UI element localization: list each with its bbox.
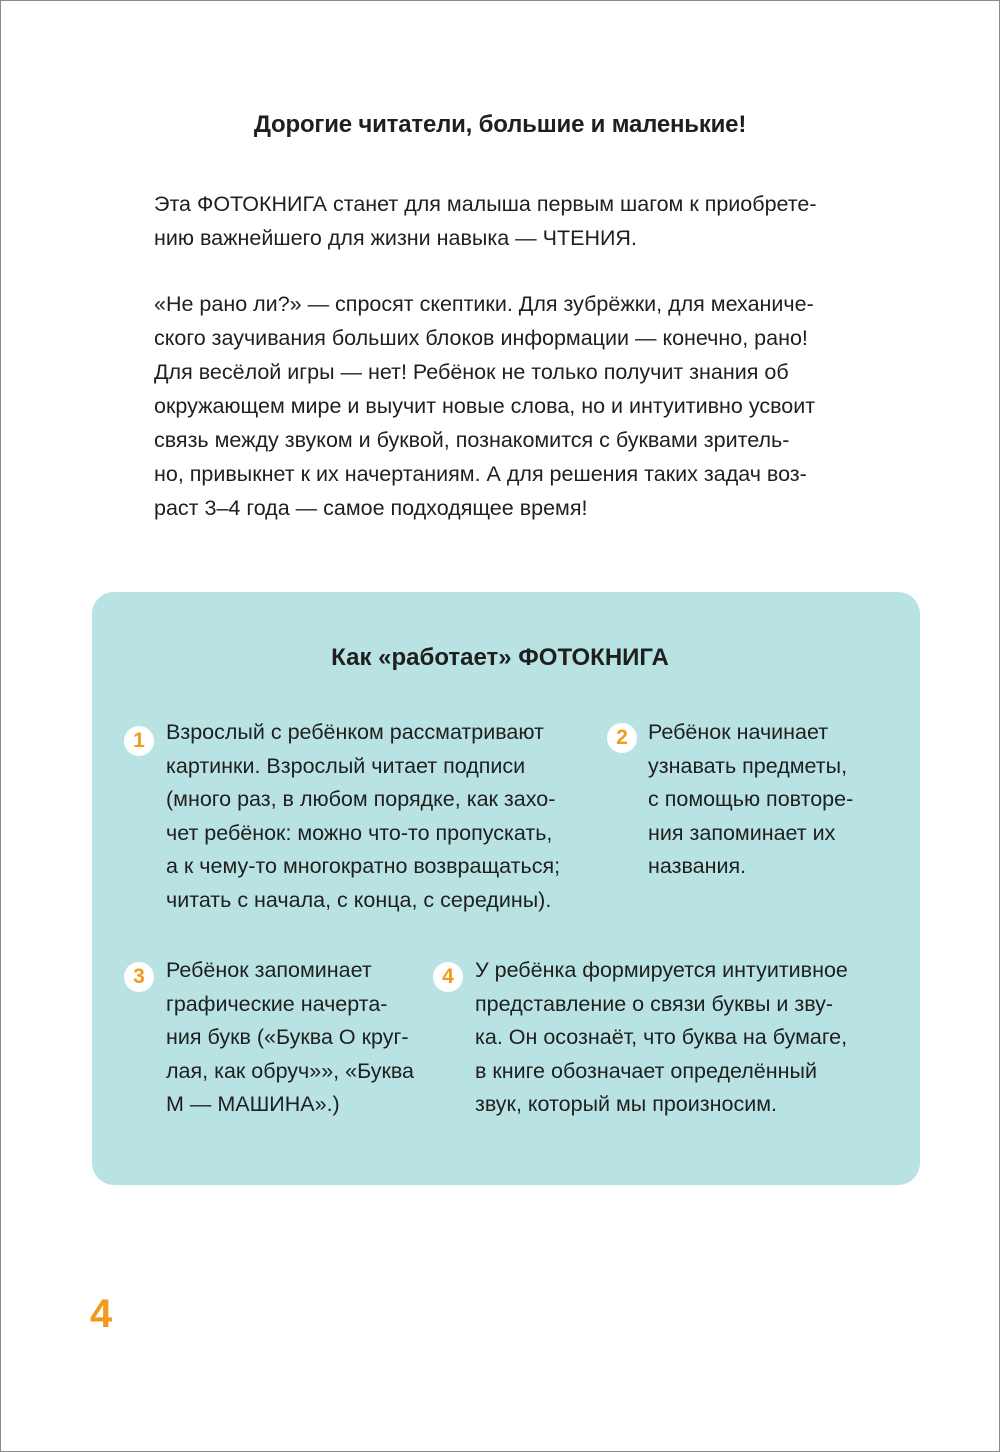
text-line: картинки. Взрослый читает подписи [166, 753, 526, 778]
text-line: Ребёнок начинает [648, 720, 829, 744]
intro-paragraph-2 [154, 287, 854, 525]
text-line: звук, который мы произносим. [475, 1092, 777, 1116]
step-4-number-badge: 4 [433, 962, 463, 992]
text-line: узнавать предметы, [648, 753, 848, 778]
text-line: с помощью повторе- [648, 787, 854, 811]
step-1-text [166, 716, 560, 917]
text-line: ния букв («Буква О круг- [166, 1025, 409, 1049]
text-line: М — МАШИНА».) [166, 1092, 340, 1116]
text-line: ского заучивания больших блоков информации — конечно, рано! [154, 326, 808, 350]
page-number: 4 [90, 1292, 113, 1336]
text-line: окружающем мире и выучит новые слова, но и интуитивно усвоит [154, 394, 816, 418]
text-line: лая, как обруч»», «Буква [166, 1058, 414, 1083]
text-line: раст 3–4 года — самое подходящее время! [154, 496, 588, 520]
step-2-text [648, 716, 853, 884]
step-1-number-badge: 1 [124, 726, 154, 756]
text-line: Взрослый с ребёнком рассматривают [166, 720, 544, 744]
text-line: Для весёлой игры — нет! Ребёнок не только получит знания об [154, 360, 789, 384]
text-line: графические начерта- [166, 991, 388, 1016]
text-line: нию важнейшего для жизни навыка — ЧТЕНИЯ. [154, 226, 637, 250]
text-line: (много раз, в любом порядке, как захо- [166, 787, 556, 811]
page-title: Дорогие читатели, большие и маленькие! [253, 111, 747, 138]
step-3-number-badge: 3 [124, 962, 154, 992]
text-line: представление о связи буквы и зву- [475, 991, 834, 1016]
step-3-text [166, 954, 414, 1122]
text-line: У ребёнка формируется интуитивное [475, 958, 848, 982]
text-line: Ребёнок запоминает [166, 958, 372, 982]
text-line: Эта ФОТОКНИГА станет для малыша первым шагом к приобрете- [154, 192, 817, 216]
step-4-text [475, 954, 848, 1122]
text-line: в книге обозначает определённый [475, 1058, 817, 1083]
text-line: связь между звуком и буквой, познакомится с буквами зритель- [154, 428, 790, 452]
intro-paragraph-1 [154, 187, 854, 255]
text-line: чет ребёнок: можно что-то пропускать, [166, 820, 553, 845]
text-line: а к чему-то многократно возвращаться; [166, 854, 561, 878]
text-line: ния запоминает их [648, 820, 836, 845]
text-line: названия. [648, 854, 747, 878]
text-line: читать с начала, с конца, с середины). [166, 887, 552, 912]
text-line: но, привыкнет к их начертаниям. А для решения таких задач воз- [154, 462, 807, 486]
step-2-number-badge: 2 [607, 723, 637, 753]
text-line: ка. Он осознаёт, что буква на бумаге, [475, 1025, 848, 1049]
how-it-works-title: Как «работает» ФОТОКНИГА [331, 644, 669, 671]
text-line: «Не рано ли?» — спросят скептики. Для зубрёжки, для механиче- [154, 292, 814, 316]
